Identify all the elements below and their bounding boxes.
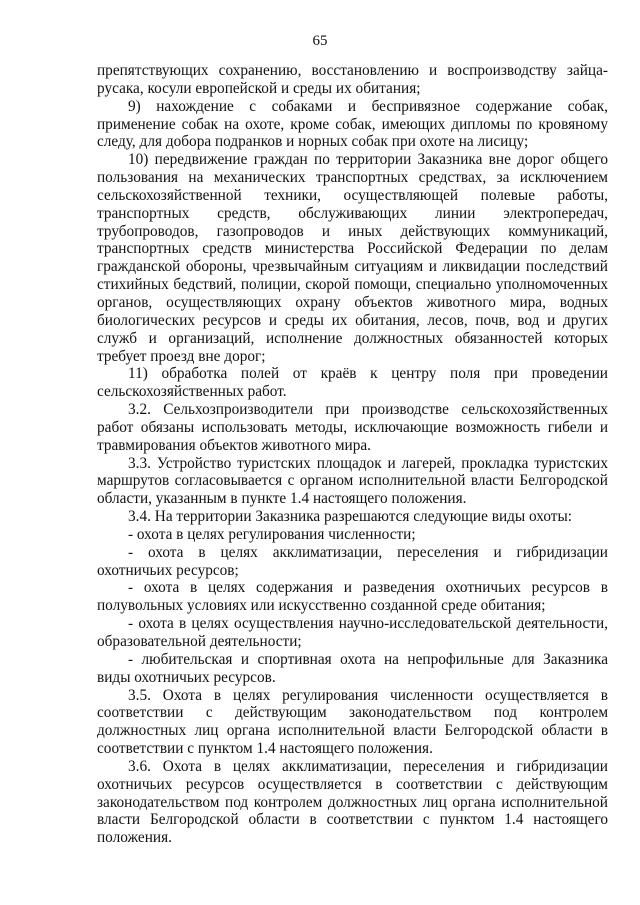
document-body	[97, 62, 608, 847]
paragraph-3-4: 3.4. На территории Заказника разрешаются следующие виды охоты:	[128, 508, 573, 526]
paragraph-item-11: 11) обработка полей от краёв к центру поля при проведении сельскохозяйственных работ.	[97, 365, 608, 401]
hunting-type-breeding: - охота в целях содержания и разведения охотничьих ресурсов в полувольных условиях или искусственно созданной среде обитания;	[97, 579, 608, 615]
hunting-type-regulation: - охота в целях регулирования численности;	[128, 525, 416, 543]
hunting-type-amateur: - любительская и спортивная охота на непрофильные для Заказника виды охотничьих ресурсов.	[97, 650, 608, 686]
hunting-type-acclimatization: - охота в целях акклиматизации, переселения и гибридизации охотничьих ресурсов;	[97, 543, 608, 579]
paragraph-3-6: 3.6. Охота в целях акклиматизации, переселения и гибридизации охотничьих ресурсов осуществляется в соответствии с действующим законодательством под контролем должностных лиц органа исполнительной власти Белгородской области в соответствии с пунктом 1.4 настоящего положения.	[97, 757, 608, 847]
paragraph-continuation: препятствующих сохранению, восстановлению и воспроизводству зайца-русака, косули европейской и среды их обитания;	[97, 62, 608, 97]
paragraph-item-9: 9) нахождение с собаками и беспривязное содержание собак, применение собак на охоте, кроме собак, имеющих дипломы по кровяному следу, для добора подранков и норных собак при охоте на лисицу;	[97, 97, 608, 151]
paragraph-3-5: 3.5. Охота в целях регулирования численности осуществляется в соответствии с действующим законодательством под контролем должностных лиц органа исполнительной власти Белгородской области в соответствии с пунктом 1.4 настоящего положения.	[97, 686, 608, 758]
paragraph-3-3: 3.3. Устройство туристских площадок и лагерей, прокладка туристских маршрутов согласовывается с органом исполнительной власти Белгородской области, указанным в пункте 1.4 настоящего положения.	[97, 454, 608, 508]
paragraph-item-10: 10) передвижение граждан по территории Заказника вне дорог общего пользования на механических транспортных средствах, за исключением сельскохозяйственной техники, осуществляющей полевые работы, транспортных средств, обслуживающих линии электропередач, трубопроводов, газопроводов и иных действующих коммуникаций, транспортных средств министерства Российской Федерации по делам гражданской обороны, чрезвычайным ситуациям и ликвидации последствий стихийных бедствий, полиции, скорой помощи, специально уполномоченных органов, осуществляющих охрану объектов животного мира, водных биологических ресурсов и среды их обитания, лесов, почв, вод и других служб и организаций, исполнение должностных обязанностей которых требует проезд вне дорог;	[97, 151, 608, 365]
page-number: 65	[312, 33, 328, 49]
paragraph-3-2: 3.2. Сельхозпроизводители при производстве сельскохозяйственных работ обязаны использовать методы, исключающие возможность гибели и травмирования объектов животного мира.	[97, 401, 608, 454]
hunting-type-research: - охота в целях осуществления научно-исследовательской деятельности, образовательной деятельности;	[97, 615, 608, 650]
